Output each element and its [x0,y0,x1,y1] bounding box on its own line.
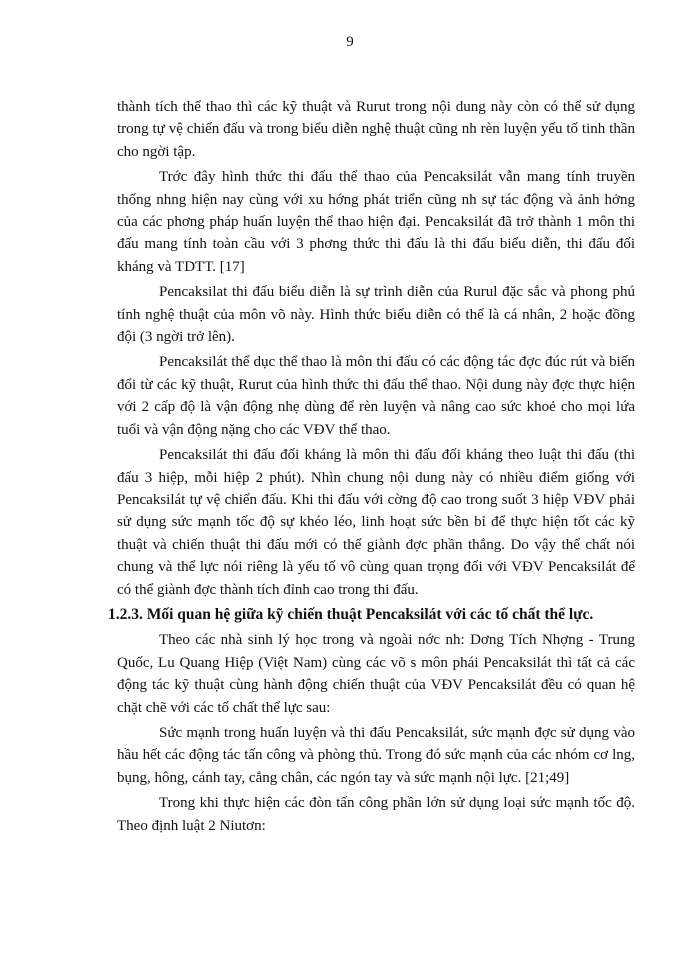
paragraph: Pencaksilat thi đấu biểu diễn là sự trình diễn của Rurul đặc sắc và phong phú tính nghệ thuật của môn võ này. Hình thức biểu diễn có thể là cá nhân, 2 hoặc đồng đội (3 ngời trở lên). [117,284,635,346]
paragraph: Trớc đây hình thức thi đấu thể thao của Pencaksilát vẫn mang tính truyền thống nhng hiện nay cùng với xu hớng phát triển cũng nh sự tác động và ảnh hởng của các phơng pháp huấn luyện thể thao hiện đại. Pencaksilát đã trở thành 1 môn thi đấu mang tính toàn cầu với 3 phơng thức thi đấu là thi đấu biểu diễn, thi đấu đối kháng và TDTT. [17] [117,169,635,275]
paragraph: Pencaksilát thi đấu đối kháng là môn thi đấu đối kháng theo luật thi đấu (thi đấu 3 hiệp, mỗi hiệp 2 phút). Nhìn chung nội dung này có nhiều điểm giống với Pencaksilát tự vệ chiến đấu. Khi thi đấu với cờng độ cao trong suốt 3 hiệp VĐV phải sử dụng sức mạnh tốc độ sự khéo léo, linh hoạt sức bền bỉ để thực hiện tốt các kỹ thuật và chiến thuật thi đấu mới có thể giành đợc phần thắng. Do vậy thể chất nói chung và thể lực nói riêng là yếu tố vô cùng quan trọng đối với VĐV Pencaksilát để có thể giành đợc thành tích đỉnh cao trong thi đấu. [117,447,635,598]
body-text [108,96,635,840]
paragraph-continuation: thành tích thể thao thì các kỹ thuật và Rurut trong nội dung này còn có thể sử dụng trong tự vệ chiến đấu và trong biểu diễn nghệ thuật cũng nh rèn luyện yếu tố tinh thần cho ngời tập. [117,99,635,160]
paragraph: Theo các nhà sinh lý học trong và ngoài nớc nh: Dơng Tích Nhợng - Trung Quốc, Lu Quang Hiệp (Việt Nam) cùng các võ s môn phái Pencaksilát thì tất cả các động tác kỹ thuật cùng hành động chiến thuật của VĐV Pencaksilát đều có quan hệ chặt chẽ với các tố chất thể lực sau: [117,632,635,716]
section-heading: 1.2.3. Mối quan hệ giữa kỹ chiến thuật Pencaksilát với các tố chất thể lực. [108,605,594,623]
paragraph: Sức mạnh trong huấn luyện và thi đấu Pencaksilát, sức mạnh đợc sử dụng vào hầu hết các động tác tấn công và phòng thủ. Trong đó sức mạnh của các nhóm cơ lng, bụng, hông, cánh tay, cẳng chân, các ngón tay và sức mạnh nội lực. [21;49] [117,724,635,786]
paragraph: Trong khi thực hiện các đòn tấn công phần lớn sử dụng loại sức mạnh tốc độ. Theo định luật 2 Niutơn: [117,795,635,834]
paragraph: Pencaksilát thể dục thể thao là môn thi đấu có các động tác đợc đúc rút và biến đổi từ các kỹ thuật, Rurut của hình thức thi đấu thể thao. Nội dung này đợc thực hiện với 2 cấp độ là vận động nhẹ dùng để rèn luyện và nâng cao sức khoẻ cho mọi lứa tuổi và vận động nặng cho các VĐV thể thao. [117,354,635,438]
page-number: 9 [346,34,354,50]
